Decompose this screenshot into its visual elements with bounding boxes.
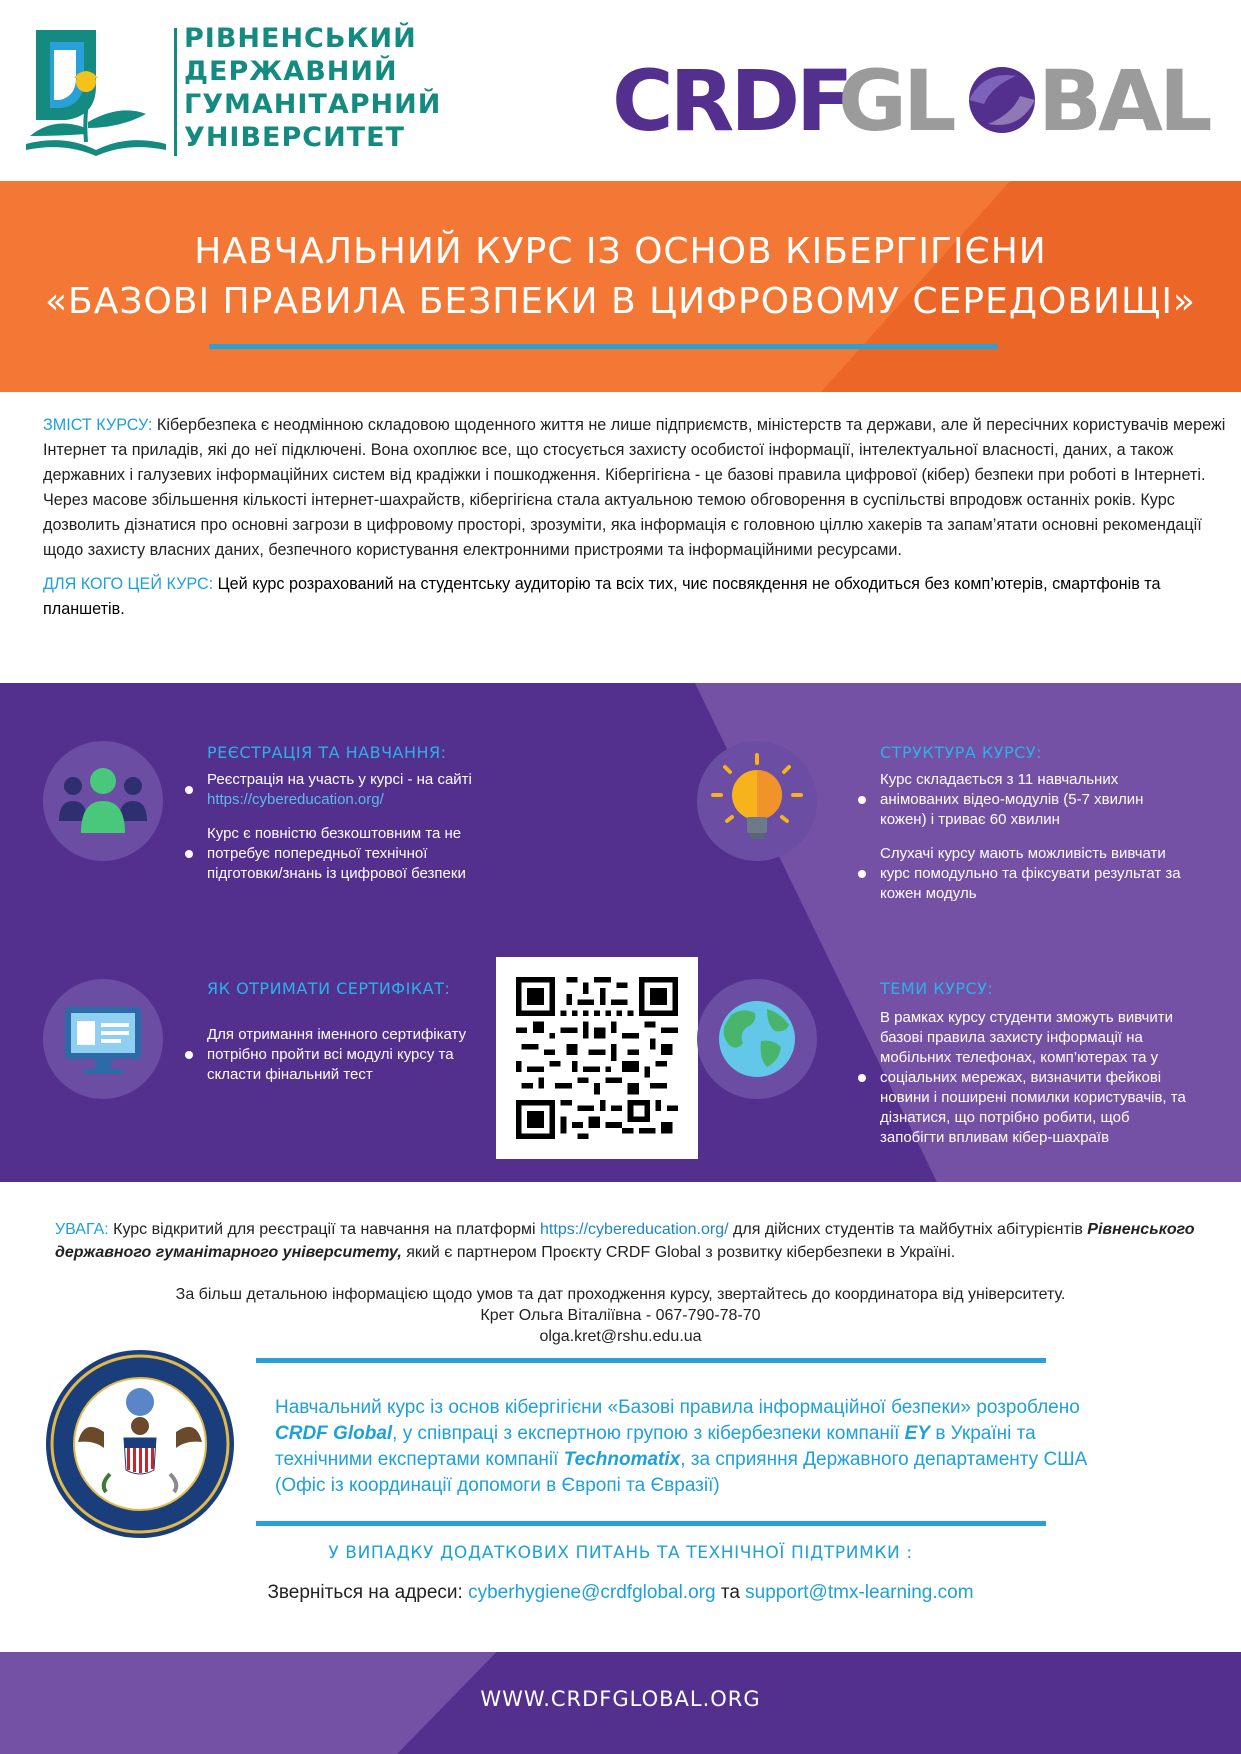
support-email-crdf[interactable]: cyberhygiene@crdfglobal.org: [468, 1582, 716, 1603]
course-title-line: «БАЗОВІ ПРАВИЛА БЕЗПЕКИ В ЦИФРОВОМУ СЕРЕДОВИЩІ»: [45, 281, 1196, 322]
svg-text:CRDF: CRDF: [612, 52, 850, 150]
university-name-line: ДЕРЖАВНИЙ: [184, 56, 398, 87]
crdf-global-logo: [612, 42, 1209, 152]
list-item: [207, 770, 497, 810]
list-item: Курс є повністю безкоштовним та не потребує попередньої технічної підготовки/знань із цифрової безпеки: [207, 824, 497, 884]
course-content-label: ЗМІСТ КУРСУ:: [43, 416, 153, 434]
notice-text: Курс відкритий для реєстрації та навчання на платформі: [113, 1221, 536, 1238]
title-underline: [209, 344, 998, 349]
page-footer: [0, 1652, 1241, 1754]
notice-text: який є партнером Проєкту CRDF Global з розвитку кібербезпеки в Україні.: [406, 1244, 956, 1261]
certificate-list: [207, 1025, 487, 1099]
contact-email[interactable]: olga.kret@rshu.edu.ua: [539, 1328, 702, 1345]
features-section: [0, 683, 1241, 1182]
list-item: В рамках курсу студенти зможуть вивчити базові правила захисту інформації на мобільних телефонах, комп’ютерах та у соціальних мережах, визначити фейкові новини і поширені помилки користувачів, та дізнатися, що потрібно робити, щоб запобігти впливам кібер-шахраїв: [880, 1008, 1192, 1148]
lightbulb-icon: [697, 741, 817, 861]
audience-paragraph: [43, 572, 1228, 622]
list-item: Курс складається з 11 навчальних анімованих відео-модулів (5-7 хвилин кожен) і триває 60 хвилин: [880, 770, 1190, 830]
credits-text: в Україні та технічними експертами компанії: [275, 1423, 1036, 1470]
course-credits: [275, 1395, 1095, 1499]
coordinator-contact: [0, 1284, 1241, 1347]
university-logo: [24, 24, 169, 159]
globe-icon: [697, 979, 817, 1099]
svg-text:BAL: BAL: [1038, 52, 1209, 150]
page-header: [0, 0, 1241, 180]
notice-university: Рівненського державного гуманітарного університету,: [55, 1221, 1195, 1261]
footer-website-link[interactable]: WWW.CRDFGLOBAL.ORG: [480, 1687, 761, 1711]
qr-code[interactable]: [496, 957, 698, 1159]
registration-heading: РЕЄСТРАЦІЯ ТА НАВЧАННЯ:: [207, 743, 447, 762]
certificate-heading: ЯК ОТРИМАТИ СЕРТИФІКАТ:: [207, 979, 451, 998]
credits-text: , за сприяння Державного департаменту США (Офіс із координації допомоги в Європі та Євразії): [275, 1449, 1088, 1496]
registration-link[interactable]: https://cybereducation.org/: [207, 791, 384, 808]
topics-heading: ТЕМИ КУРСУ:: [880, 979, 994, 998]
registration-item-text: Реєстрація на участь у курсі - на сайті: [207, 771, 472, 788]
us-department-of-state-seal: [44, 1348, 236, 1540]
course-title: [0, 227, 1241, 327]
structure-heading: СТРУКТУРА КУРСУ:: [880, 743, 1042, 762]
list-item: Для отримання іменного сертифікату потрібно пройти всі модулі курсу та скласти фінальний тест: [207, 1025, 487, 1085]
audience-label: ДЛЯ КОГО ЦЕЙ КУРС:: [43, 575, 214, 593]
credits-text: , у співпраці з експертною групою з кібербезпеки компанії: [392, 1423, 900, 1444]
support-contacts: [0, 1582, 1241, 1604]
notice-link[interactable]: https://cybereducation.org/: [540, 1221, 729, 1238]
monitor-icon: [43, 979, 163, 1099]
university-name: [184, 22, 484, 154]
support-heading: У ВИПАДКУ ДОДАТКОВИХ ПИТАНЬ ТА ТЕХНІЧНОЇ ПІДТРИМКИ :: [328, 1543, 913, 1563]
credits-org: CRDF Global: [275, 1423, 393, 1444]
attention-notice: [55, 1218, 1205, 1264]
topics-list: [880, 1008, 1192, 1162]
support-conjunction: та: [720, 1582, 740, 1603]
credits-text: Навчальний курс із основ кібергігієни «Базові правила інформаційної безпеки» розроблено: [275, 1397, 1080, 1418]
registration-list: [207, 770, 497, 898]
divider-line: [256, 1521, 1046, 1526]
notice-text: для дійсних студентів та майбутніх абітурієнтів: [733, 1221, 1083, 1238]
course-content-text: Кібербезпека є неодмінною складовою щоденного життя не лише підприємств, міністерств та держави, але й пересічних користувачів мережі Інтернет та приладів, які до неї підключені. Вона охоплює все, що стосується захисту особистої інформації, інтелектуальної власності, даних, а також державних і галузевих інформаційних систем від крадіжки і пошкодження. Кібергігієна - це базові правила цифрової (кібер) безпеки при роботі в Інтернеті. Через масове збільшення кількості інтернет-шахрайств, кібергігієна стала актуальною темою обговорення в суспільстві впродовж останніх років. Курс дозволить дізнатися про основні загрози в цифровому просторі, зрозуміти, яка інформація є головною ціллю хакерів та запам’ятати основні рекомендації щодо захисту власних даних, безпечного користування електронними пристроями та інформаційними ресурсами.: [43, 416, 1226, 559]
course-title-line: НАВЧАЛЬНИЙ КУРС ІЗ ОСНОВ КІБЕРГІГІЄНИ: [194, 231, 1047, 272]
title-banner: [0, 181, 1241, 392]
university-name-line: ГУМАНІТАРНИЙ: [184, 89, 442, 120]
people-icon: [43, 741, 163, 861]
contact-person: Крет Ольга Віталіївна - 067-790-78-70: [480, 1307, 761, 1324]
logo-divider: [174, 28, 177, 156]
qr-code-image: [516, 977, 678, 1139]
course-content-paragraph: [43, 413, 1228, 563]
attention-label: УВАГА:: [55, 1221, 109, 1238]
university-name-line: РІВНЕНСЬКИЙ: [184, 23, 417, 54]
contact-intro: За більш детальною інформацією щодо умов та дат проходження курсу, звертайтесь до координатора від університету.: [175, 1286, 1066, 1303]
support-prefix: Зверніться на адреси:: [267, 1582, 463, 1603]
list-item: Слухачі курсу мають можливість вивчати курс помодульно та фіксувати результат за кожен модуль: [880, 844, 1190, 904]
structure-list: [880, 770, 1190, 918]
svg-text:GL: GL: [838, 52, 953, 150]
audience-text: Цей курс розрахований на студентську аудиторію та всіх тих, чиє посвякдення не обходиться без комп’ютерів, смартфонів та планшетів.: [43, 575, 1161, 618]
course-description: [43, 413, 1228, 631]
divider-line: [256, 1358, 1046, 1363]
university-name-line: УНІВЕРСИТЕТ: [184, 122, 405, 153]
credits-org: Technomatix: [563, 1449, 681, 1470]
support-email-tmx[interactable]: support@tmx-learning.com: [745, 1582, 974, 1603]
credits-org: EY: [904, 1423, 931, 1444]
